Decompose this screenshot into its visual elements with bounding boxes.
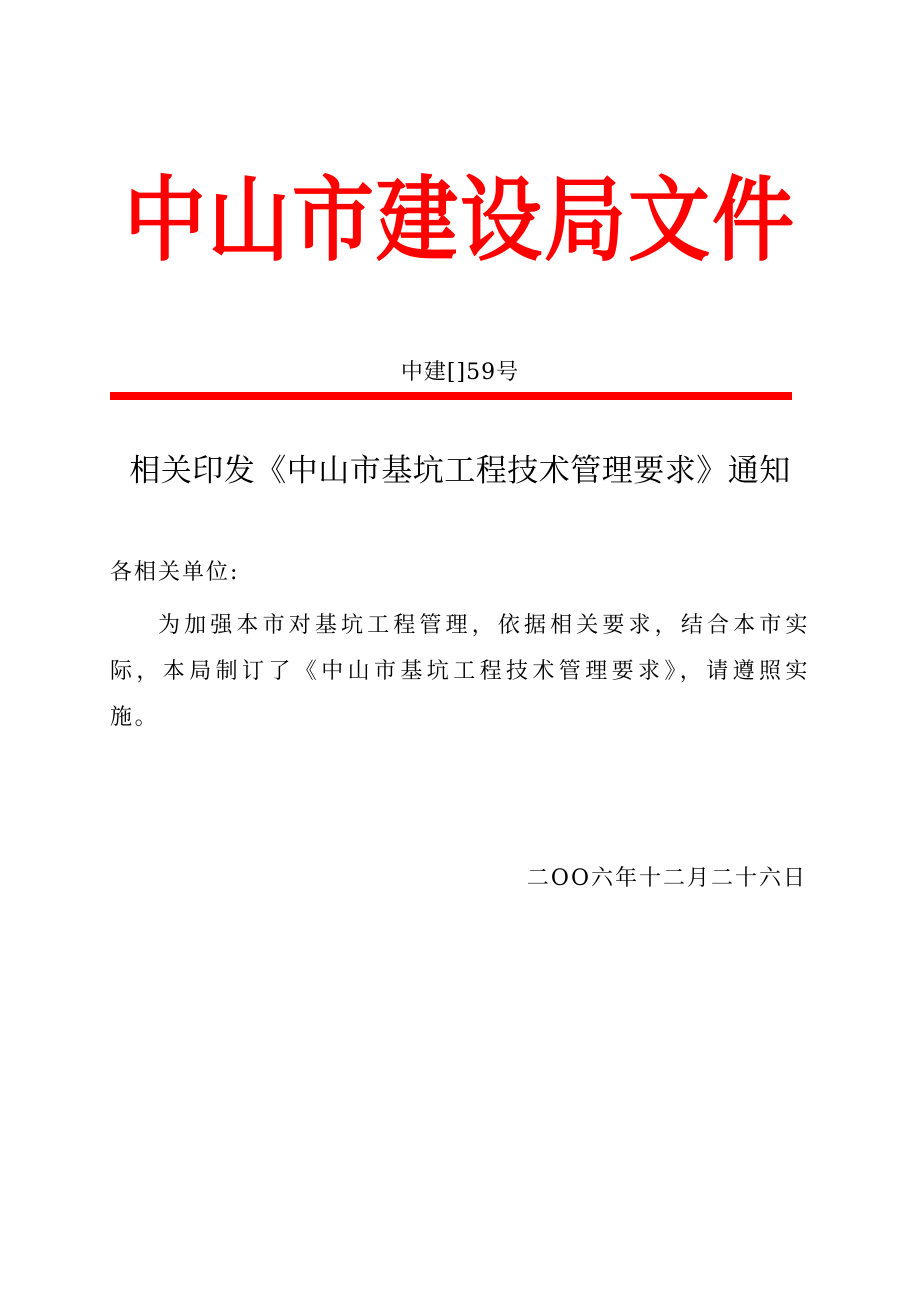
red-divider-rule — [110, 392, 792, 400]
notice-body-paragraph: 为加强本市对基坑工程管理，依据相关要求，结合本市实际，本局制订了《中山市基坑工程技术管理要求》，请遵照实施。 — [110, 613, 810, 730]
document-masthead: 中山市建设局文件 — [123, 167, 796, 275]
salutation: 各相关单位: — [110, 560, 240, 585]
document-number: 中建[]59号 — [400, 360, 520, 385]
issue-date: 二OO六年十二月二十六日 — [526, 866, 807, 891]
notice-title: 相关印发《中山市基坑工程技术管理要求》通知 — [129, 453, 791, 489]
